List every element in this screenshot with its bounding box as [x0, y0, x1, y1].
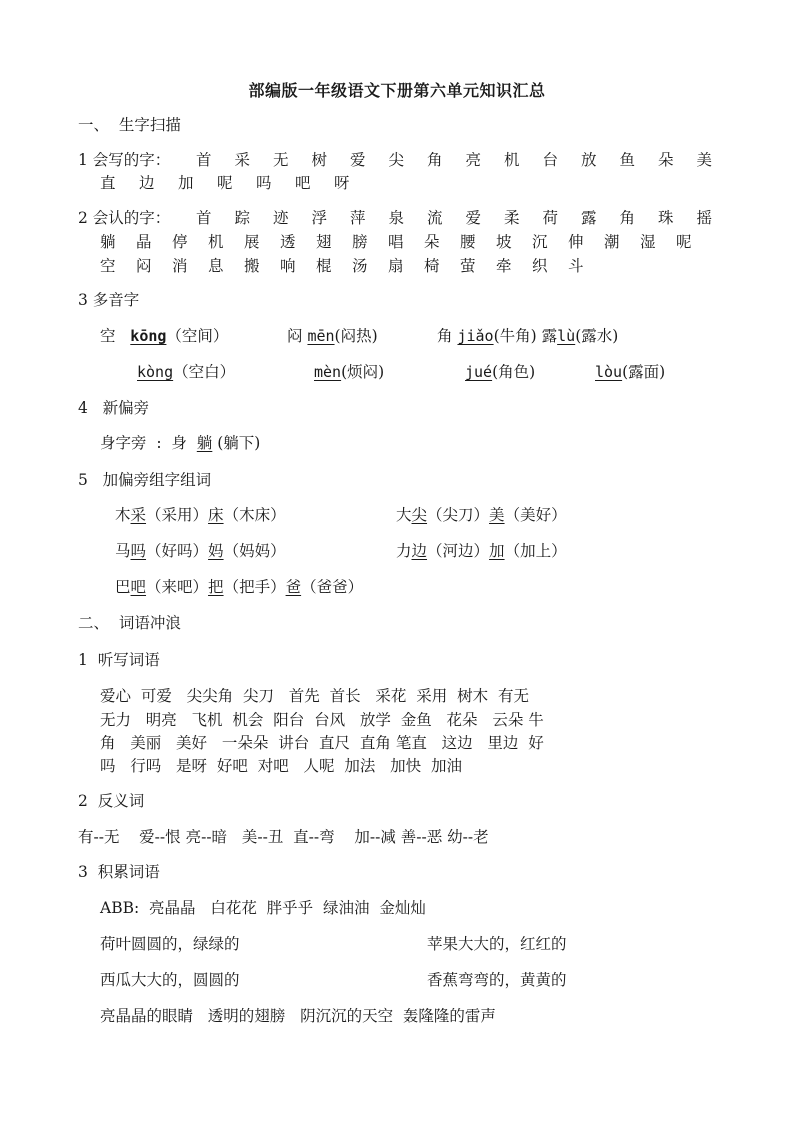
phrase-2-right: 香蕉弯弯的，黄黄的 — [427, 971, 567, 989]
character-cell: 翅 — [316, 233, 332, 251]
radical-label: 4 新偏旁 — [78, 399, 150, 417]
pinyin-jue: jué — [465, 363, 493, 381]
new-char: 妈 — [208, 542, 224, 560]
character-cell: 椅 — [424, 257, 440, 275]
phrase-1-left: 荷叶圆圆的，绿绿的 — [100, 935, 240, 953]
radical-word: (躺下) — [212, 434, 261, 452]
read-chars-row-1 — [196, 208, 735, 228]
character-cell: 消 — [172, 257, 188, 275]
character-cell: 机 — [208, 233, 224, 251]
character-cell: 迹 — [273, 209, 289, 227]
new-char: 尖 — [411, 506, 428, 524]
new-char: 加 — [489, 542, 505, 560]
word: （好吗） — [146, 542, 209, 560]
write-chars-row-2 — [100, 173, 373, 193]
add-radical-label: 5 加偏旁组字组词 — [78, 471, 212, 489]
character-cell: 呢 — [676, 233, 692, 251]
add-row-3 — [115, 577, 363, 597]
phrase-1-right: 苹果大大的，红红的 — [427, 935, 567, 953]
polyphone-jiao — [437, 326, 618, 346]
character-cell: 机 — [504, 151, 520, 169]
character-cell: 直 — [100, 174, 116, 192]
character-cell: 牵 — [496, 257, 512, 275]
character-cell: 摇 — [696, 209, 713, 227]
pinyin-kong2: kòng — [137, 363, 174, 381]
character-cell: 躺 — [100, 233, 116, 251]
character-cell: 腰 — [460, 233, 476, 251]
dictation-label: 1 听写词语 — [78, 651, 160, 669]
poly-char-kong: 空 — [100, 327, 116, 345]
character-cell: 萤 — [460, 257, 476, 275]
character-cell: 空 — [100, 257, 116, 275]
character-cell: 放 — [581, 151, 597, 169]
base-char: 木 — [115, 506, 131, 524]
character-cell: 汤 — [352, 257, 368, 275]
character-cell: 爱 — [350, 151, 366, 169]
read-chars-label: 2 会认的字： — [78, 209, 171, 227]
word: （加上） — [504, 542, 567, 560]
word: （来吧） — [146, 578, 209, 596]
character-cell: 珠 — [658, 209, 674, 227]
character-cell: 柔 — [504, 209, 520, 227]
character-cell: 呢 — [217, 174, 233, 192]
character-cell: 停 — [172, 233, 188, 251]
word: （妈妈） — [223, 542, 286, 560]
polyphone-label: 3 多音字 — [78, 291, 140, 309]
word: （河边） — [427, 542, 490, 560]
antonyms-line: 有--无 爱--恨 亮--暗 美--丑 直--弯 加--减 善--恶 幼--老 — [78, 828, 489, 846]
character-cell: 息 — [208, 257, 224, 275]
character-cell: 搬 — [244, 257, 260, 275]
poly-word-kongjian: （空间） — [166, 327, 229, 345]
write-chars-label: 1 会写的字： — [78, 151, 171, 169]
dictation-line-2: 无力 明亮 飞机 机会 阳台 台风 放学 金鱼 花朵 云朵 牛 — [100, 711, 544, 729]
character-cell: 亮 — [465, 151, 482, 169]
character-cell: 角 — [427, 151, 443, 169]
poly-char-lu: 露 — [541, 327, 558, 345]
character-cell: 台 — [542, 151, 559, 169]
word: （把手） — [223, 578, 286, 596]
new-char: 采 — [130, 506, 147, 524]
character-cell: 边 — [139, 174, 155, 192]
pinyin-jiao: jiǎo — [457, 327, 494, 345]
character-cell: 坡 — [496, 233, 512, 251]
add-row-1-left — [115, 505, 286, 525]
character-cell: 斗 — [568, 257, 584, 275]
polyphone-row-1 — [100, 326, 228, 346]
poly-word-menre: (闷热) — [334, 327, 378, 345]
dictation-line-3: 角 美丽 美好 一朵朵 讲台 直尺 直角 笔直 这边 里边 好 — [100, 734, 544, 752]
poly-char-men: 闷 — [287, 327, 303, 345]
character-cell: 透 — [280, 233, 296, 251]
character-cell: 沉 — [532, 233, 548, 251]
new-char: 吗 — [130, 542, 147, 560]
character-cell: 首 — [196, 209, 212, 227]
accumulate-label: 3 积累词语 — [78, 863, 160, 881]
poly-word-niujiao: (牛角) — [493, 327, 537, 345]
character-cell: 棍 — [316, 257, 332, 275]
pinyin-men1: mēn — [307, 327, 335, 345]
antonyms-label: 2 反义词 — [78, 792, 145, 810]
base-char: 巴 — [115, 578, 131, 596]
character-cell: 无 — [273, 151, 289, 169]
poly-word-fanmen: (烦闷) — [341, 363, 385, 381]
add-row-2-left — [115, 541, 286, 561]
polyphone-men — [287, 326, 378, 346]
character-cell: 踪 — [234, 209, 251, 227]
pinyin-lou: lòu — [595, 363, 623, 381]
add-row-1-right — [396, 505, 567, 525]
character-cell: 采 — [234, 151, 251, 169]
polyphone-kong2 — [137, 362, 235, 382]
new-char: 床 — [208, 506, 224, 524]
word: （木床） — [223, 506, 286, 524]
character-cell: 浮 — [311, 209, 328, 227]
poly-word-loumian: (露面) — [622, 363, 666, 381]
character-cell: 膀 — [352, 233, 368, 251]
new-char: 把 — [208, 578, 224, 596]
poly-word-juese: (角色) — [492, 363, 536, 381]
polyphone-men2 — [314, 362, 384, 382]
add-row-2-right — [396, 541, 567, 561]
new-char: 边 — [411, 542, 428, 560]
character-cell: 潮 — [604, 233, 620, 251]
character-cell: 朵 — [658, 151, 674, 169]
word: （美好） — [504, 506, 567, 524]
dictation-line-4: 吗 行吗 是呀 好吧 对吧 人呢 加法 加快 加油 — [100, 757, 463, 775]
base-char: 力 — [396, 542, 412, 560]
word: （采用） — [146, 506, 209, 524]
radical-char: 躺 — [196, 434, 213, 452]
character-cell: 流 — [427, 209, 443, 227]
character-cell: 加 — [178, 174, 194, 192]
poly-char-jiao: 角 — [437, 327, 453, 345]
character-cell: 伸 — [568, 233, 584, 251]
read-chars-row-3 — [100, 256, 604, 276]
character-cell: 晶 — [136, 233, 152, 251]
character-cell: 吧 — [295, 174, 311, 192]
character-cell: 织 — [532, 257, 548, 275]
word: （尖刀） — [427, 506, 490, 524]
radical-prefix: 身字旁 : 身 — [100, 434, 197, 452]
character-cell: 闷 — [136, 257, 152, 275]
character-cell: 吗 — [256, 174, 272, 192]
character-cell: 角 — [619, 209, 636, 227]
read-chars-row-2 — [100, 232, 712, 252]
character-cell: 泉 — [388, 209, 405, 227]
poly-word-lushui: (露水) — [575, 327, 619, 345]
poly-word-kongbai: （空白） — [173, 363, 236, 381]
character-cell: 呀 — [334, 174, 350, 192]
dictation-line-1: 爱心 可爱 尖尖角 尖刀 首先 首长 采花 采用 树木 有无 — [100, 687, 529, 705]
phrase-2-left: 西瓜大大的，圆圆的 — [100, 971, 240, 989]
character-cell: 响 — [280, 257, 296, 275]
section-2-heading: 二、 词语冲浪 — [78, 614, 181, 632]
character-cell: 扇 — [388, 257, 404, 275]
section-1-heading: 一、 生字扫描 — [78, 116, 181, 134]
phrase-last: 亮晶晶的眼睛 透明的翅膀 阴沉沉的天空 轰隆隆的雷声 — [100, 1007, 496, 1025]
abb-words: ABB: 亮晶晶 白花花 胖乎乎 绿油油 金灿灿 — [100, 899, 426, 917]
character-cell: 萍 — [350, 209, 366, 227]
character-cell: 唱 — [388, 233, 404, 251]
character-cell: 爱 — [465, 209, 482, 227]
page-title: 部编版一年级语文下册第六单元知识汇总 — [248, 81, 546, 100]
new-char: 爸 — [285, 578, 302, 596]
character-cell: 尖 — [388, 151, 405, 169]
new-char: 美 — [489, 506, 505, 524]
character-cell: 美 — [696, 151, 713, 169]
radical-row — [100, 433, 260, 453]
character-cell: 露 — [581, 209, 597, 227]
character-cell: 湿 — [640, 233, 656, 251]
pinyin-men2: mèn — [314, 363, 342, 381]
polyphone-jue — [465, 362, 535, 382]
character-cell: 展 — [244, 233, 260, 251]
character-cell: 荷 — [542, 209, 559, 227]
word: （爸爸） — [301, 578, 364, 596]
new-char: 吧 — [130, 578, 147, 596]
character-cell: 鱼 — [619, 151, 636, 169]
pinyin-lu: lù — [557, 327, 576, 345]
base-char: 大 — [396, 506, 412, 524]
character-cell: 树 — [311, 151, 328, 169]
pinyin-kong1: kōng — [130, 327, 167, 345]
character-cell: 朵 — [424, 233, 440, 251]
write-chars-row-1 — [196, 150, 735, 170]
polyphone-lou — [595, 362, 665, 382]
character-cell: 首 — [196, 151, 212, 169]
base-char: 马 — [115, 542, 131, 560]
